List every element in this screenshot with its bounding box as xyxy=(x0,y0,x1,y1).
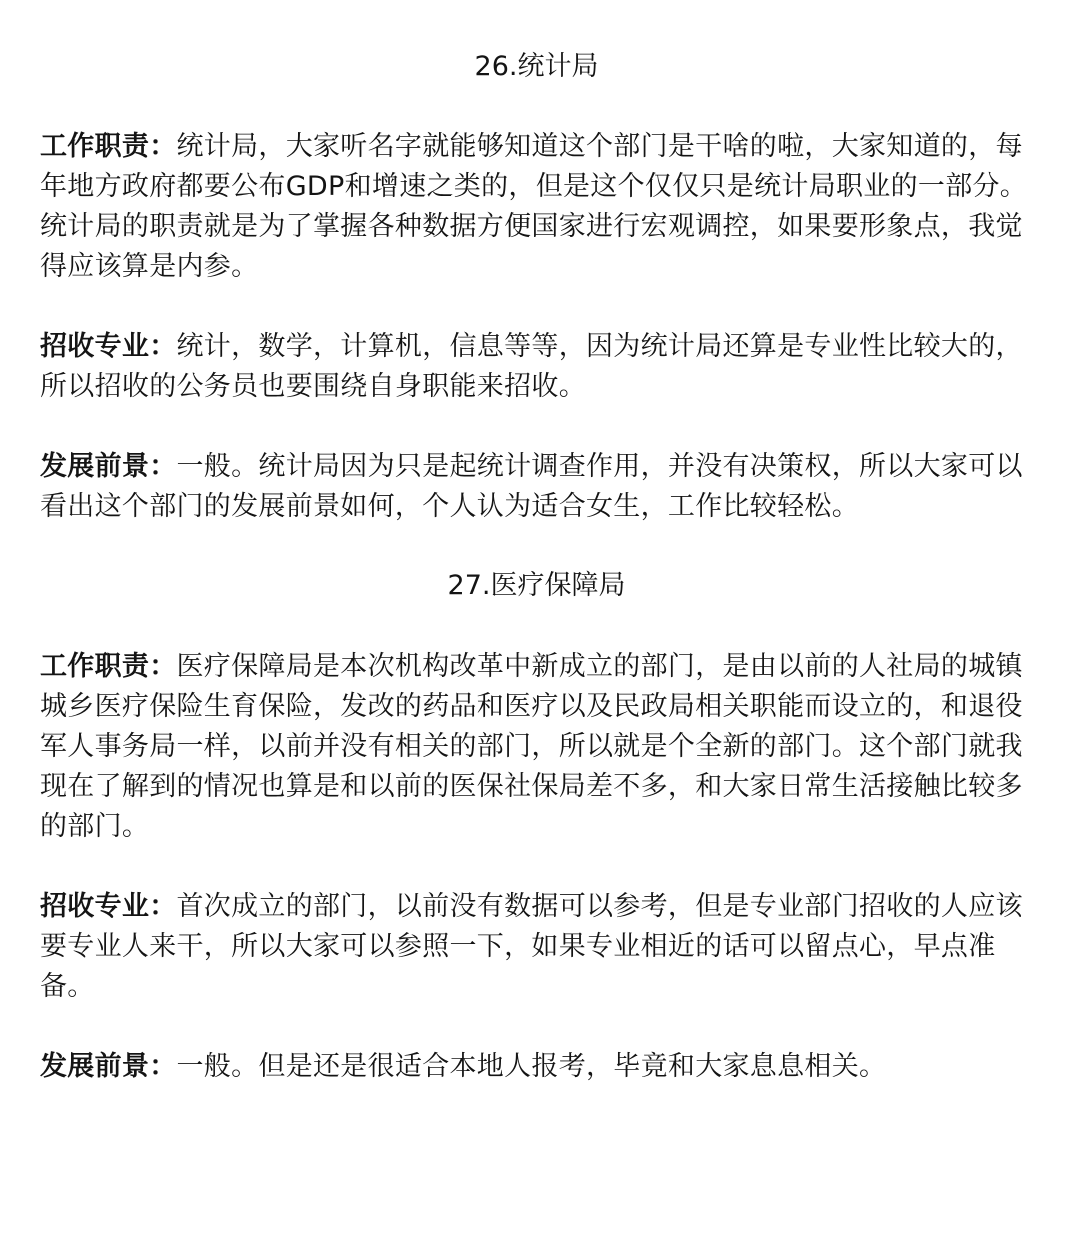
section-26-duties xyxy=(40,127,1050,287)
majors-text: 首次成立的部门，以前没有数据可以参考，但是专业部门招收的人应该要专业人来干，所以大家可以参照一下，如果专业相近的话可以留点心，早点准备。 xyxy=(40,891,1023,1002)
section-27-majors xyxy=(40,887,1050,1007)
section-27-title: 27.医疗保障局 xyxy=(447,570,626,601)
prospects-text: 一般。但是还是很适合本地人报考，毕竟和大家息息相关。 xyxy=(176,1051,887,1082)
majors-label: 招收专业： xyxy=(40,891,177,922)
prospects-label: 发展前景： xyxy=(40,451,177,482)
prospects-text: 一般。统计局因为只是起统计调查作用，并没有决策权，所以大家可以看出这个部门的发展前景如何，个人认为适合女生，工作比较轻松。 xyxy=(40,451,1023,522)
duties-text: 统计局，大家听名字就能够知道这个部门是干啥的啦，大家知道的，每年地方政府都要公布GDP和增速之类的，但是这个仅仅只是统计局职业的一部分。统计局的职责就是为了掌握各种数据方便国家进行宏观调控，如果要形象点，我觉得应该算是内参。 xyxy=(40,131,1028,282)
duties-text: 医疗保障局是本次机构改革中新成立的部门，是由以前的人社局的城镇城乡医疗保险生育保险，发改的药品和医疗以及民政局相关职能而设立的，和退役军人事务局一样，以前并没有相关的部门，所以就是个全新的部门。这个部门就我现在了解到的情况也算是和以前的医保社保局差不多，和大家日常生活接触比较多的部门。 xyxy=(40,651,1023,842)
majors-text: 统计，数学，计算机，信息等等，因为统计局还算是专业性比较大的，所以招收的公务员也要围绕自身职能来招收。 xyxy=(40,331,1023,402)
duties-label: 工作职责： xyxy=(40,651,177,682)
section-26-prospects xyxy=(40,447,1050,527)
prospects-label: 发展前景： xyxy=(40,1051,177,1082)
section-27-prospects xyxy=(40,1047,1050,1087)
duties-label: 工作职责： xyxy=(40,131,177,162)
section-26-title: 26.统计局 xyxy=(474,51,599,82)
section-26-majors xyxy=(40,327,1050,407)
section-27-duties xyxy=(40,647,1050,847)
majors-label: 招收专业： xyxy=(40,331,177,362)
